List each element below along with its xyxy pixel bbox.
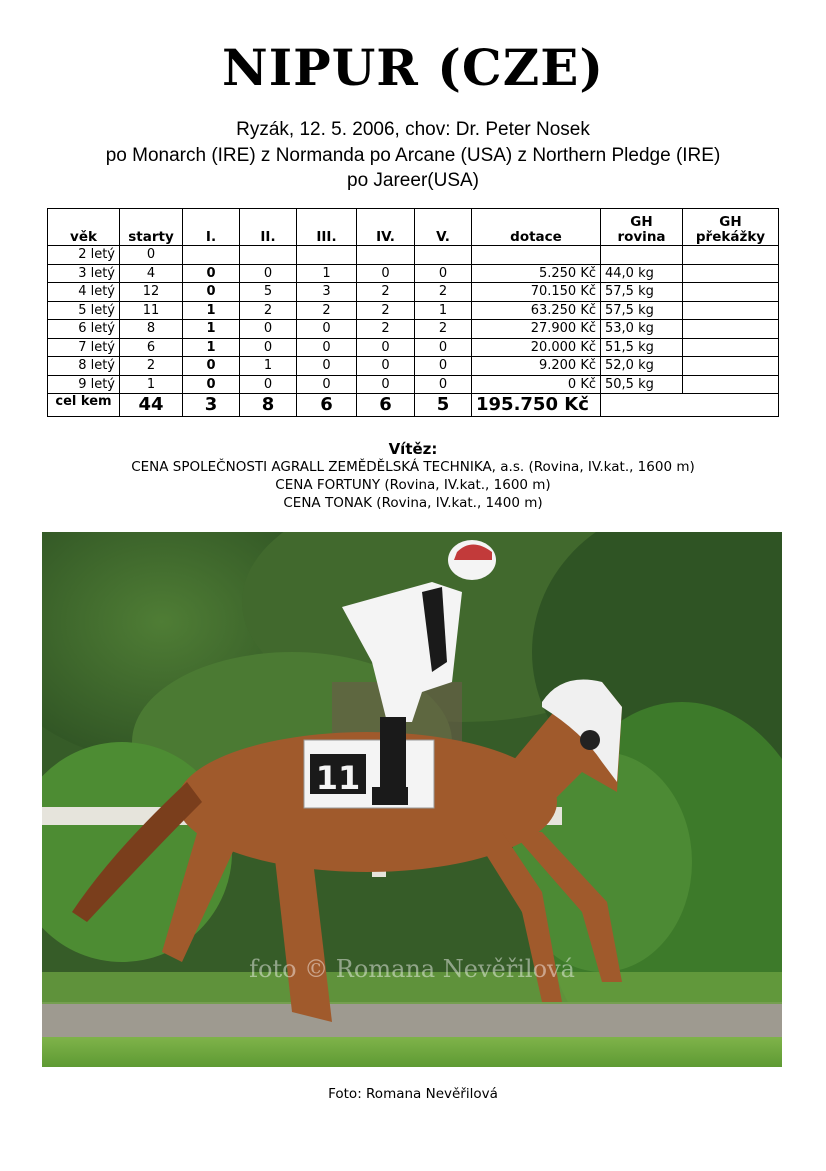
cell-age: 3 letý — [48, 264, 120, 283]
total-empty — [601, 394, 683, 417]
table-header-row — [48, 209, 779, 246]
winner-race-2: CENA FORTUNY (Rovina, IV.kat., 1600 m) — [275, 477, 551, 493]
cell-age: 7 letý — [48, 338, 120, 357]
table-row — [48, 246, 779, 265]
total-money: 195.750 Kč — [472, 394, 601, 417]
cell-gh-jump — [683, 375, 779, 394]
cell-fourth: 2 — [357, 320, 415, 339]
cell-money — [472, 246, 601, 265]
cell-fifth: 0 — [415, 357, 472, 376]
pedigree-line: po Monarch (IRE) z Normanda po Arcane (USA) z Northern Pledge (IRE) — [105, 145, 721, 166]
cell-fourth: 0 — [357, 375, 415, 394]
cell-first — [183, 246, 240, 265]
cell-fourth: 0 — [357, 264, 415, 283]
cell-gh-jump — [683, 338, 779, 357]
cell-fourth: 0 — [357, 338, 415, 357]
cell-gh-flat: 50,5 kg — [601, 375, 683, 394]
header-fifth: V. — [415, 209, 472, 246]
total-third: 6 — [297, 394, 357, 417]
cell-money: 0 Kč — [472, 375, 601, 394]
cell-fourth — [357, 246, 415, 265]
table-row — [48, 357, 779, 376]
cell-second: 0 — [240, 375, 297, 394]
cell-fifth: 1 — [415, 301, 472, 320]
cell-gh-flat — [601, 246, 683, 265]
cell-gh-flat: 52,0 kg — [601, 357, 683, 376]
cell-starts: 8 — [120, 320, 183, 339]
cell-fifth — [415, 246, 472, 265]
horse-details: Ryzák, 12. 5. 2006, chov: Dr. Peter Nosek — [236, 119, 590, 140]
cell-fourth: 2 — [357, 301, 415, 320]
header-fourth: IV. — [357, 209, 415, 246]
cell-money: 9.200 Kč — [472, 357, 601, 376]
total-fourth: 6 — [357, 394, 415, 417]
cell-starts: 4 — [120, 264, 183, 283]
race-photo — [42, 532, 782, 1067]
cell-fourth: 2 — [357, 283, 415, 302]
cell-second: 0 — [240, 320, 297, 339]
cell-age: 9 letý — [48, 375, 120, 394]
header-second: II. — [240, 209, 297, 246]
cell-age: 6 letý — [48, 320, 120, 339]
cell-third: 0 — [297, 357, 357, 376]
cell-first: 0 — [183, 357, 240, 376]
cell-first: 0 — [183, 283, 240, 302]
cell-first: 0 — [183, 375, 240, 394]
table-total-row — [48, 394, 779, 417]
cell-age: 2 letý — [48, 246, 120, 265]
saddle-number: 11 — [315, 759, 361, 797]
race-stats-table — [47, 208, 779, 417]
cell-age: 8 letý — [48, 357, 120, 376]
cell-gh-jump — [683, 283, 779, 302]
table-row — [48, 283, 779, 302]
cell-starts: 12 — [120, 283, 183, 302]
cell-second: 1 — [240, 357, 297, 376]
cell-second: 0 — [240, 338, 297, 357]
cell-gh-jump — [683, 301, 779, 320]
cell-money: 63.250 Kč — [472, 301, 601, 320]
cell-starts: 11 — [120, 301, 183, 320]
header-gh-flat: GH rovina — [601, 209, 683, 246]
cell-money: 70.150 Kč — [472, 283, 601, 302]
cell-third: 0 — [297, 320, 357, 339]
cell-first: 1 — [183, 338, 240, 357]
cell-starts: 0 — [120, 246, 183, 265]
cell-money: 20.000 Kč — [472, 338, 601, 357]
cell-gh-flat: 57,5 kg — [601, 283, 683, 302]
cell-third: 1 — [297, 264, 357, 283]
cell-gh-flat: 57,5 kg — [601, 301, 683, 320]
cell-second: 2 — [240, 301, 297, 320]
cell-gh-flat: 53,0 kg — [601, 320, 683, 339]
cell-second — [240, 246, 297, 265]
cell-starts: 1 — [120, 375, 183, 394]
cell-gh-jump — [683, 264, 779, 283]
total-empty-2 — [683, 394, 779, 417]
cell-age: 5 letý — [48, 301, 120, 320]
cell-starts: 2 — [120, 357, 183, 376]
cell-third: 3 — [297, 283, 357, 302]
cell-money: 27.900 Kč — [472, 320, 601, 339]
cell-age: 4 letý — [48, 283, 120, 302]
cell-gh-flat: 51,5 kg — [601, 338, 683, 357]
cell-gh-flat: 44,0 kg — [601, 264, 683, 283]
cell-fifth: 2 — [415, 320, 472, 339]
cell-money: 5.250 Kč — [472, 264, 601, 283]
pedigree-line-2: po Jareer(USA) — [347, 170, 479, 191]
cell-fifth: 0 — [415, 264, 472, 283]
winner-race-3: CENA TONAK (Rovina, IV.kat., 1400 m) — [283, 495, 543, 511]
cell-fourth: 0 — [357, 357, 415, 376]
cell-fifth: 0 — [415, 338, 472, 357]
cell-second: 0 — [240, 264, 297, 283]
cell-first: 0 — [183, 264, 240, 283]
cell-first: 1 — [183, 320, 240, 339]
header-first: I. — [183, 209, 240, 246]
photo-credit: Foto: Romana Nevěřilová — [328, 1086, 498, 1102]
table-row — [48, 264, 779, 283]
cell-third: 2 — [297, 301, 357, 320]
table-row — [48, 375, 779, 394]
page-title: NIPUR (CZE) — [222, 38, 604, 97]
header-age: věk — [48, 209, 120, 246]
cell-starts: 6 — [120, 338, 183, 357]
table-row — [48, 320, 779, 339]
header-money: dotace — [472, 209, 601, 246]
cell-gh-jump — [683, 357, 779, 376]
winner-heading: Vítěz: — [388, 440, 438, 458]
total-label: cel kem — [48, 394, 120, 417]
cell-gh-jump — [683, 320, 779, 339]
cell-second: 5 — [240, 283, 297, 302]
photo-watermark: foto © Romana Nevěřilová — [249, 955, 575, 983]
cell-third: 0 — [297, 375, 357, 394]
cell-first: 1 — [183, 301, 240, 320]
header-starts: starty — [120, 209, 183, 246]
winner-race-1: CENA SPOLEČNOSTI AGRALL ZEMĚDĚLSKÁ TECHNIKA, a.s. (Rovina, IV.kat., 1600 m) — [131, 459, 695, 475]
table-row — [48, 338, 779, 357]
cell-third: 0 — [297, 338, 357, 357]
total-starts: 44 — [120, 394, 183, 417]
total-second: 8 — [240, 394, 297, 417]
cell-gh-jump — [683, 246, 779, 265]
total-first: 3 — [183, 394, 240, 417]
header-third: III. — [297, 209, 357, 246]
cell-fifth: 0 — [415, 375, 472, 394]
cell-fifth: 2 — [415, 283, 472, 302]
header-gh-jump: GH překážky — [683, 209, 779, 246]
table-row — [48, 301, 779, 320]
total-fifth: 5 — [415, 394, 472, 417]
cell-third — [297, 246, 357, 265]
